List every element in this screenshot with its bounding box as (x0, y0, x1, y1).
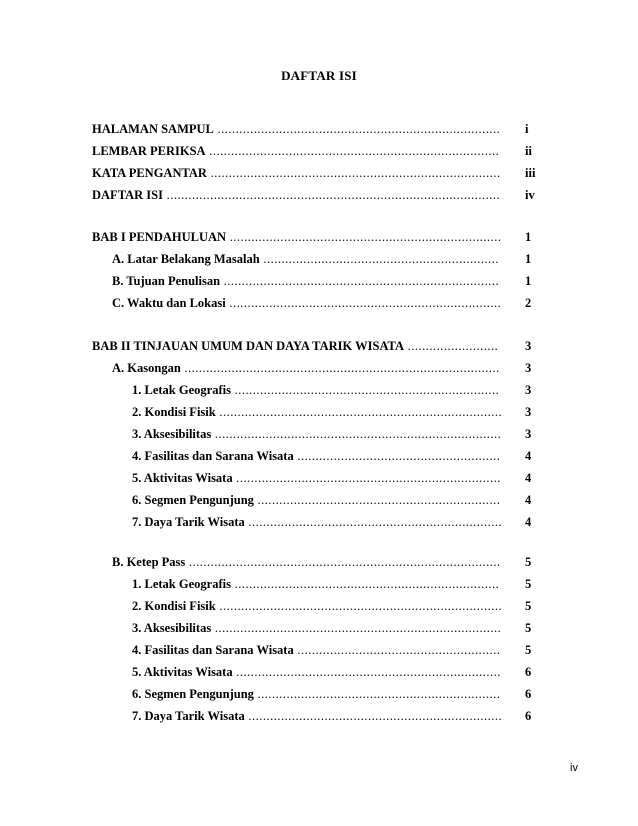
dot-leader: ............................................................................... (211, 427, 502, 441)
dot-leader: ............................................................................................ (162, 188, 501, 202)
dot-leader: ................................................................... (253, 493, 501, 507)
toc-entry (0, 552, 638, 572)
dot-leader: ........................................................................... (226, 230, 502, 244)
toc-page-number: 6 (525, 687, 532, 701)
toc-page-number: 4 (525, 493, 532, 507)
toc-entry-title: 4. Fasilitas dan Sarana Wisata (132, 643, 294, 657)
toc-entry-title: HALAMAN SAMPUL (92, 122, 214, 136)
toc-entry (0, 662, 638, 682)
toc-page-number: 4 (525, 471, 532, 485)
dot-leader: ................................................................................ (206, 166, 501, 180)
toc-entry (0, 227, 638, 247)
toc-page-number: 5 (525, 555, 532, 569)
toc-entry (0, 380, 638, 400)
dot-leader: .............................................................................. (215, 405, 503, 419)
dot-leader: ...................................................................................... (185, 555, 501, 569)
toc-entry-title: 7. Daya Tarik Wisata (132, 709, 245, 723)
dot-leader: ................................................................. (259, 252, 499, 266)
dot-leader: ................................................................................ (205, 144, 500, 158)
toc-entry-title: KATA PENGANTAR (92, 166, 207, 180)
toc-page-number: 3 (525, 427, 532, 441)
toc-page-number: 6 (525, 665, 532, 679)
toc-page-number: iii (525, 166, 536, 180)
page-title: DAFTAR ISI (281, 68, 357, 83)
toc-entry (0, 293, 638, 313)
dot-leader: ......................................................................... (232, 471, 501, 485)
toc-entry (0, 684, 638, 704)
toc-page-number: 3 (525, 405, 532, 419)
dot-leader: ........................................................................... (225, 296, 502, 310)
toc-page-number: 5 (525, 599, 532, 613)
toc-entry (0, 490, 638, 510)
toc-page-number: 1 (525, 230, 532, 244)
toc-page-number: 3 (525, 361, 532, 375)
toc-page-number: 3 (525, 383, 532, 397)
toc-entry-title: A. Latar Belakang Masalah (112, 252, 260, 266)
toc-page-number: 6 (525, 709, 532, 723)
dot-leader: ........................................................ (293, 643, 501, 657)
toc-entry-title: BAB II TINJAUAN UMUM DAN DAYA TARIK WISATA (92, 339, 404, 353)
toc-entry (0, 141, 638, 161)
toc-entry (0, 424, 638, 444)
dot-leader: ....................................................................................... (180, 361, 500, 375)
toc-page-number: 1 (525, 274, 532, 288)
toc-entry (0, 446, 638, 466)
dot-leader: ......................................................................... (232, 665, 501, 679)
dot-leader: ...................................................................... (244, 709, 503, 723)
dot-leader: ......................... (403, 339, 499, 353)
toc-entry-title: B. Tujuan Penulisan (112, 274, 221, 288)
dot-leader: ........................................................ (293, 449, 501, 463)
toc-page-number: 1 (525, 252, 532, 266)
toc-entry-title: 2. Kondisi Fisik (132, 599, 216, 613)
dot-leader: ............................................................................... (211, 621, 502, 635)
toc-page-number: 2 (525, 296, 532, 310)
toc-entry (0, 618, 638, 638)
toc-page-number: iv (525, 188, 535, 202)
toc-entry-title: B. Ketep Pass (112, 555, 186, 569)
toc-page-number: 4 (525, 515, 532, 529)
page-number: iv (570, 762, 578, 774)
toc-entry-title: BAB I PENDAHULUAN (92, 230, 227, 244)
toc-page-number: ii (525, 144, 532, 158)
toc-page-number: 5 (525, 643, 532, 657)
dot-leader: .............................................................................. (213, 122, 501, 136)
toc-entry (0, 249, 638, 269)
toc-entry (0, 271, 638, 291)
toc-entry-title: 6. Segmen Pengunjung (132, 687, 254, 701)
toc-entry-title: 3. Aksesibilitas (132, 427, 212, 441)
toc-entry (0, 596, 638, 616)
dot-leader: ...................................................................... (244, 515, 503, 529)
toc-entry (0, 163, 638, 183)
toc-page-number: 5 (525, 577, 532, 591)
toc-entry (0, 640, 638, 660)
toc-entry-title: LEMBAR PERIKSA (92, 144, 206, 158)
toc-entry-title: 1. Letak Geografis (132, 383, 231, 397)
toc-entry (0, 512, 638, 532)
toc-entry (0, 119, 638, 139)
toc-entry-title: C. Waktu dan Lokasi (112, 296, 226, 310)
toc-page-number: 4 (525, 449, 532, 463)
dot-leader: ............................................................................ (220, 274, 500, 288)
toc-entry-title: 5. Aktivitas Wisata (132, 471, 233, 485)
toc-entry-title: A. Kasongan (112, 361, 181, 375)
toc-page-number: 3 (525, 339, 532, 353)
toc-entry (0, 468, 638, 488)
toc-entry-title: 4. Fasilitas dan Sarana Wisata (132, 449, 294, 463)
toc-entry-title: 2. Kondisi Fisik (132, 405, 216, 419)
toc-entry (0, 358, 638, 378)
toc-page-number: 5 (525, 621, 532, 635)
dot-leader: ......................................................................... (230, 577, 500, 591)
toc-entry-title: 6. Segmen Pengunjung (132, 493, 254, 507)
toc-entry (0, 336, 638, 356)
toc-entry (0, 185, 638, 205)
dot-leader: ......................................................................... (230, 383, 500, 397)
toc-entry-title: 3. Aksesibilitas (132, 621, 212, 635)
toc-entry-title: 5. Aktivitas Wisata (132, 665, 233, 679)
toc-page-number: i (525, 122, 529, 136)
toc-entry (0, 706, 638, 726)
toc-entry (0, 402, 638, 422)
toc-entry (0, 574, 638, 594)
toc-entry-title: DAFTAR ISI (92, 188, 163, 202)
toc-entry-title: 1. Letak Geografis (132, 577, 231, 591)
toc-entry-title: 7. Daya Tarik Wisata (132, 515, 245, 529)
dot-leader: .............................................................................. (215, 599, 503, 613)
dot-leader: ................................................................... (253, 687, 501, 701)
